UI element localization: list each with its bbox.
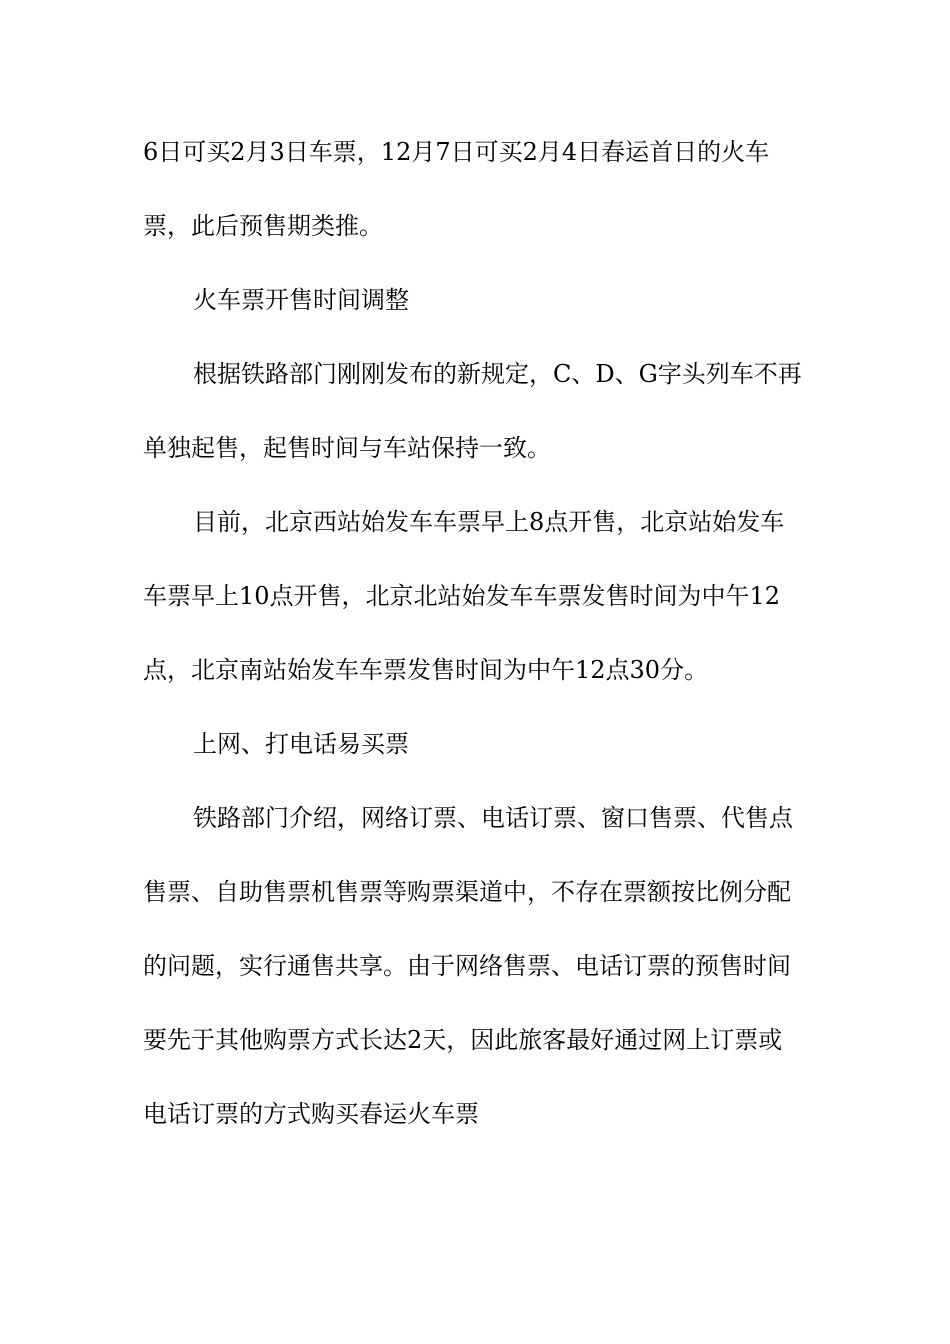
body-text-line: 铁路部门介绍，网络订票、电话订票、窗口售票、代售点: [193, 804, 793, 832]
body-text-line: 的问题，实行通售共享。由于网络售票、电话订票的预售时间: [143, 952, 791, 980]
body-text-line: 车票早上10点开售，北京北站始发车车票发售时间为中午12: [143, 582, 781, 610]
section-heading: 火车票开售时间调整: [193, 286, 409, 314]
section-heading: 上网、打电话易买票: [193, 730, 409, 758]
body-text-line: 6日可买2月3日车票，12月7日可买2月4日春运首日的火车: [143, 138, 770, 166]
body-text-line: 票，此后预售期类推。: [143, 212, 383, 240]
body-text-line: 根据铁路部门刚刚发布的新规定，C、D、G字头列车不再: [193, 360, 802, 388]
body-text-line: 点，北京南站始发车车票发售时间为中午12点30分。: [143, 656, 709, 684]
body-text-line: 电话订票的方式购买春运火车票: [143, 1100, 479, 1128]
body-text-line: 单独起售，起售时间与车站保持一致。: [143, 434, 551, 462]
body-text-line: 目前，北京西站始发车车票早上8点开售，北京站始发车: [193, 508, 785, 536]
body-text-line: 售票、自助售票机售票等购票渠道中，不存在票额按比例分配: [143, 878, 791, 906]
body-text-line: 要先于其他购票方式长达2天，因此旅客最好通过网上订票或: [143, 1026, 783, 1054]
